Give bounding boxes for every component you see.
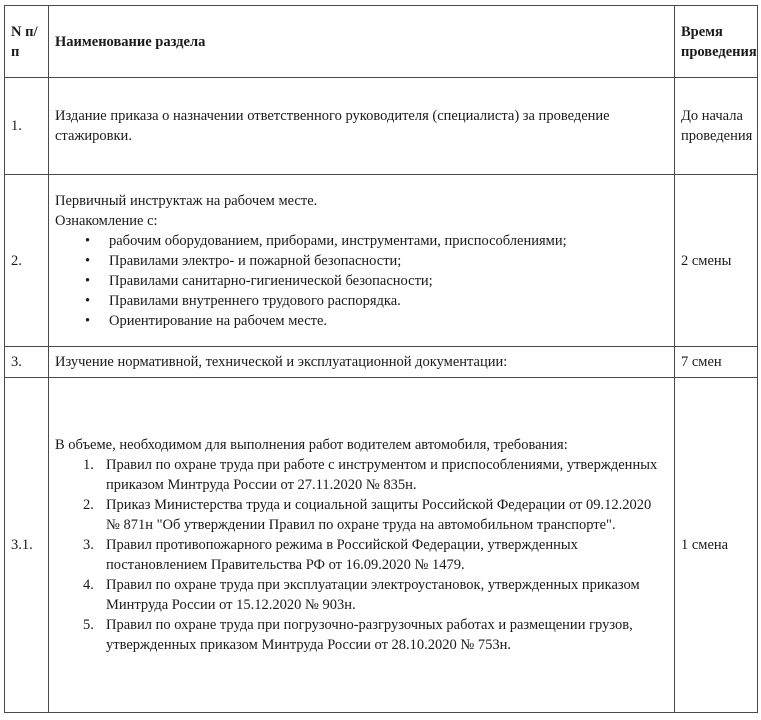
row-time: 1 смена xyxy=(675,378,758,713)
row-content xyxy=(49,175,675,347)
numbered-list xyxy=(55,455,668,655)
row-text: Издание приказа о назначении ответственного руководителя (специалиста) за проведение стажировки. xyxy=(49,78,675,175)
list-item: 2. Приказ Министерства труда и социальной защиты Российской Федерации от 09.12.2020 № 871н "Об утверждении Правил по охране труда на автомобильном транспорте". xyxy=(83,497,652,533)
training-program-table xyxy=(4,5,758,713)
row-time: 7 смен xyxy=(675,347,758,378)
row-time: До начала проведения xyxy=(675,78,758,175)
row-time: 2 смены xyxy=(675,175,758,347)
table-row xyxy=(5,378,758,713)
row-content xyxy=(49,378,675,713)
list-item: 5. Правил по охране труда при погрузочно-разгрузочных работах и размещении грузов, утвержденных приказом Минтруда России от 28.10.2020 № 753н. xyxy=(83,617,633,653)
row-text: Изучение нормативной, технической и эксплуатационной документации: xyxy=(49,347,675,378)
list-item: • рабочим оборудованием, приборами, инструментами, приспособлениями; xyxy=(85,231,668,251)
table-row xyxy=(5,78,758,175)
list-item: • Правилами электро- и пожарной безопасности; xyxy=(85,251,668,271)
header-time: Время проведения xyxy=(675,6,758,78)
row-num: 2. xyxy=(5,175,49,347)
list-item: • Правилами внутреннего трудового распорядка. xyxy=(85,291,668,311)
list-item: • Ориентирование на рабочем месте. xyxy=(85,311,668,331)
bullet-list xyxy=(55,231,668,331)
row-num: 3. xyxy=(5,347,49,378)
row-num: 3.1. xyxy=(5,378,49,713)
table-row xyxy=(5,347,758,378)
list-item: 4. Правил по охране труда при эксплуатации электроустановок, утвержденных приказом Минтруда России от 15.12.2020 № 903н. xyxy=(83,577,640,613)
header-name: Наименование раздела xyxy=(49,6,675,78)
header-num: N п/п xyxy=(5,6,49,78)
list-item: 1. Правил по охране труда при работе с инструментом и приспособлениями, утвержденных приказом Минтруда России от 27.11.2020 № 835н. xyxy=(83,457,658,493)
row-intro: Ознакомление с: xyxy=(55,212,158,229)
list-item: • Правилами санитарно-гигиенической безопасности; xyxy=(85,271,668,291)
table-row xyxy=(5,175,758,347)
row-intro: Первичный инструктаж на рабочем месте. xyxy=(55,192,318,209)
list-item: 3. Правил противопожарного режима в Российской Федерации, утвержденных постановлением Правительства РФ от 16.09.2020 № 1479. xyxy=(83,537,578,573)
row-num: 1. xyxy=(5,78,49,175)
row-intro: В объеме, необходимом для выполнения работ водителем автомобиля, требования: xyxy=(55,437,568,453)
table-header-row xyxy=(5,6,758,78)
